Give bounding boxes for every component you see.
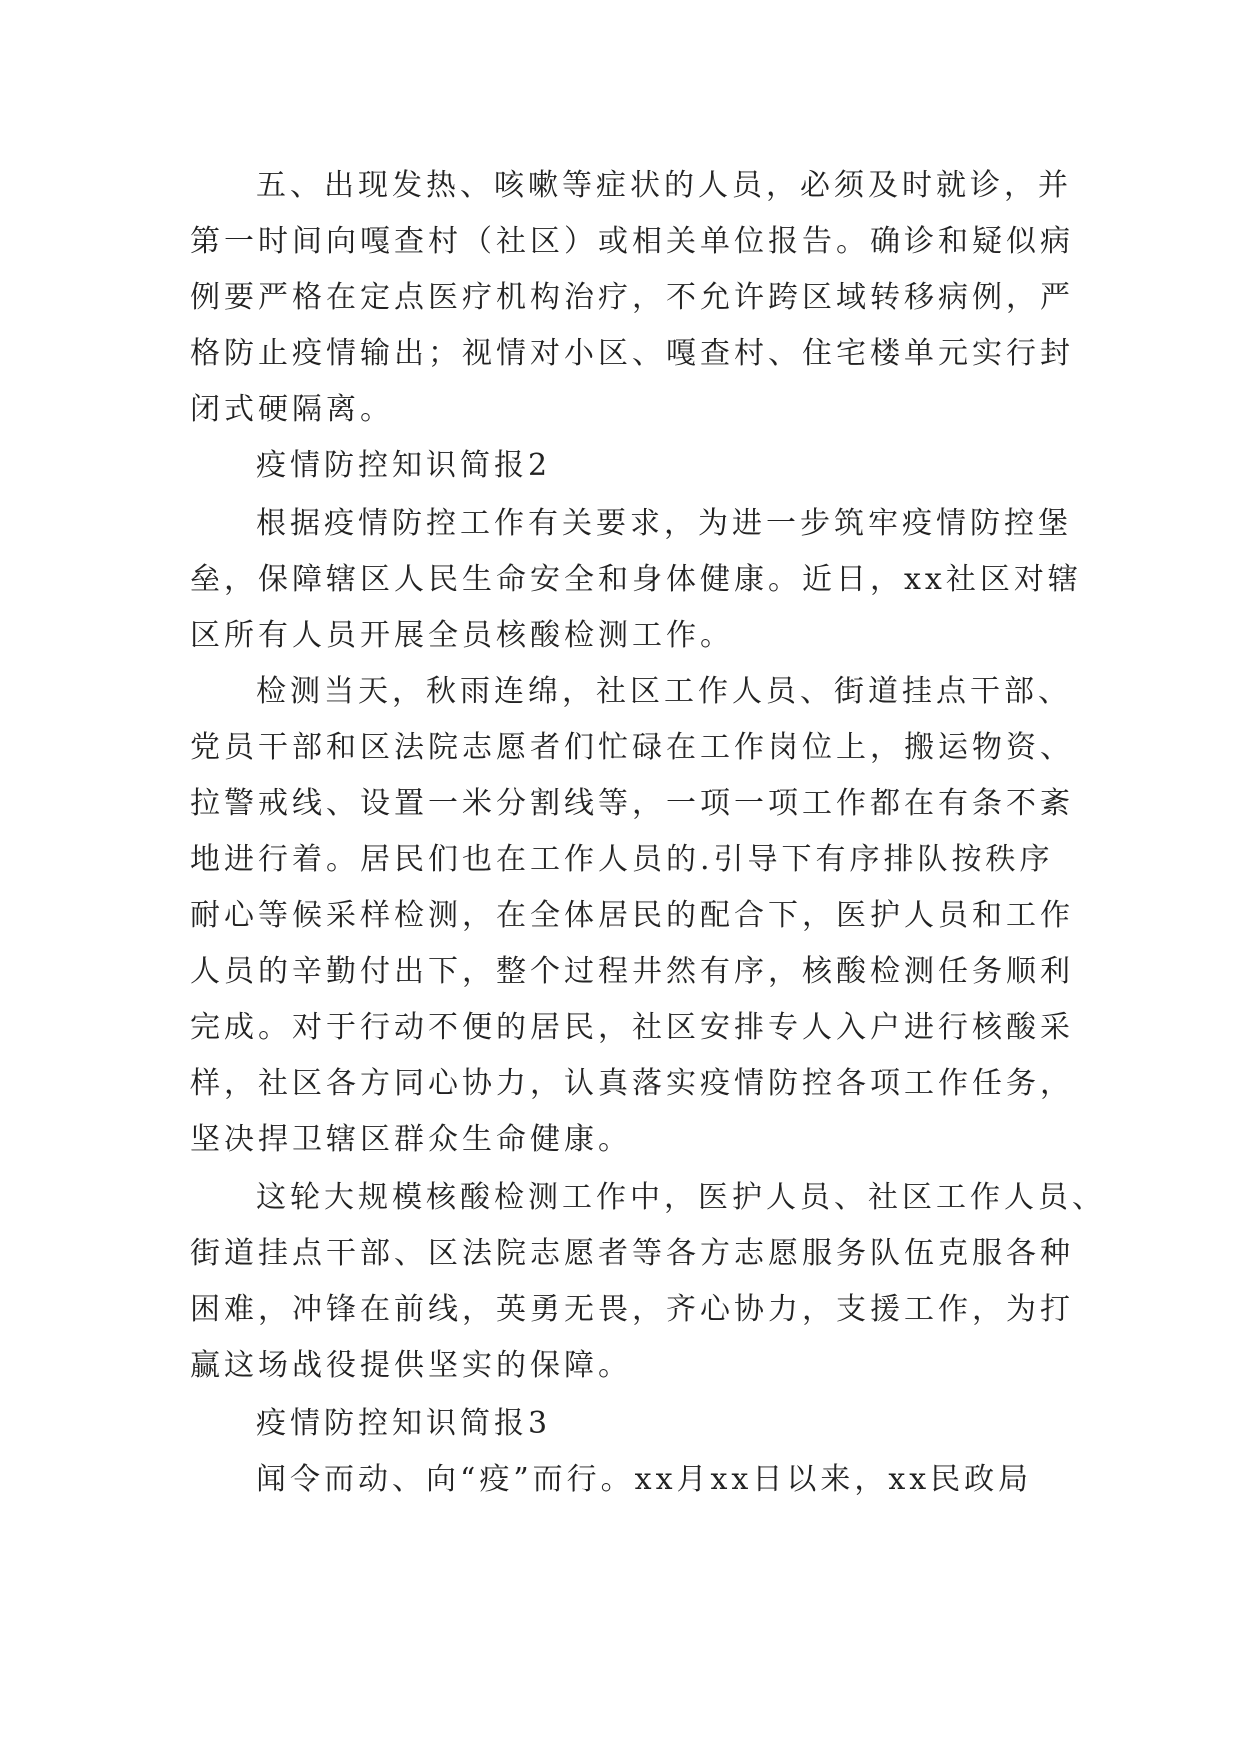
paragraph-intro-line-1: 根据疫情防控工作有关要求，为进一步筑牢疫情防控堡 [256,506,1072,541]
paragraph-intro-line-2: 垒，保障辖区人民生命安全和身体健康。近日，xx社区对辖 [190,562,1082,597]
paragraph-summary-line-1: 这轮大规模核酸检测工作中，医护人员、社区工作人员、 [256,1180,1106,1215]
section-heading-3: 疫情防控知识简报3 [256,1406,552,1441]
paragraph-5-line-4: 格防止疫情输出；视情对小区、嘎查村、住宅楼单元实行封 [190,336,1074,371]
paragraph-summary-line-4: 赢这场战役提供坚实的保障。 [190,1348,632,1383]
paragraph-summary-line-2: 街道挂点干部、区法院志愿者等各方志愿服务队伍克服各种 [190,1236,1074,1271]
paragraph-test-day-line-6: 人员的辛勤付出下，整个过程井然有序，核酸检测任务顺利 [190,954,1074,989]
paragraph-summary-line-3: 困难，冲锋在前线，英勇无畏，齐心协力，支援工作，为打 [190,1292,1074,1327]
paragraph-5-line-3: 例要严格在定点医疗机构治疗，不允许跨区域转移病例，严 [190,280,1074,315]
paragraph-test-day-line-3: 拉警戒线、设置一米分割线等，一项一项工作都在有条不紊 [190,786,1074,821]
section-heading-2: 疫情防控知识简报2 [256,448,552,483]
paragraph-test-day-line-7: 完成。对于行动不便的居民，社区安排专人入户进行核酸采 [190,1010,1074,1045]
paragraph-test-day-line-9: 坚决捍卫辖区群众生命健康。 [190,1122,632,1157]
paragraph-test-day-line-2: 党员干部和区法院志愿者们忙碌在工作岗位上，搬运物资、 [190,730,1074,765]
paragraph-test-day-line-4: 地进行着。居民们也在工作人员的.引导下有序排队按秩序 [190,842,1054,877]
paragraph-5-line-5: 闭式硬隔离。 [190,392,394,427]
paragraph-test-day-line-8: 样，社区各方同心协力，认真落实疫情防控各项工作任务， [190,1066,1074,1101]
paragraph-intro-line-3: 区所有人员开展全员核酸检测工作。 [190,618,734,653]
paragraph-bureau-line-1: 闻令而动、向“疫”而行。xx月xx日以来，xx民政局 [256,1462,1033,1497]
paragraph-test-day-line-5: 耐心等候采样检测，在全体居民的配合下，医护人员和工作 [190,898,1074,933]
paragraph-5-line-2: 第一时间向嘎查村（社区）或相关单位报告。确诊和疑似病 [190,224,1074,259]
paragraph-test-day-line-1: 检测当天，秋雨连绵，社区工作人员、街道挂点干部、 [256,674,1072,709]
paragraph-5-line-1: 五、出现发热、咳嗽等症状的人员，必须及时就诊，并 [256,168,1072,203]
